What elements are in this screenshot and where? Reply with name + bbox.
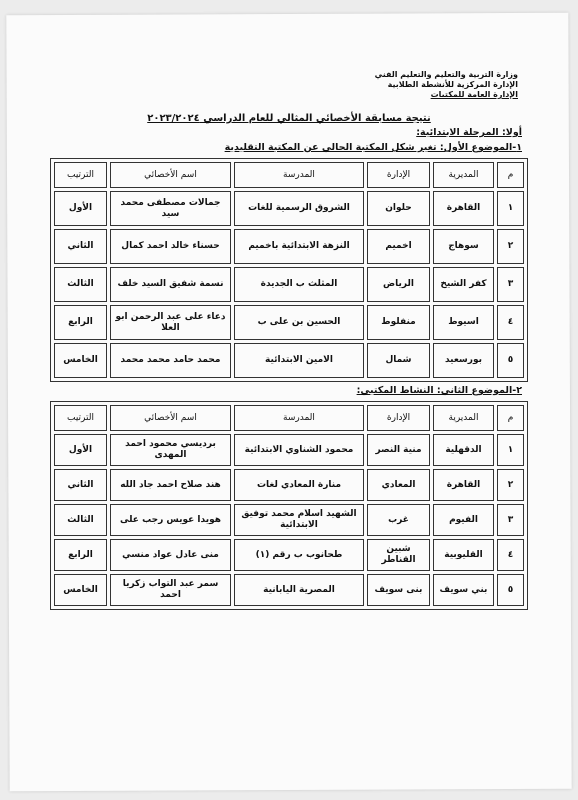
cell-number: ٥ bbox=[497, 343, 524, 378]
cell-number: ١ bbox=[497, 434, 524, 466]
cell-directorate: بورسعيد bbox=[433, 343, 494, 378]
table-row bbox=[54, 469, 524, 501]
header-line-central-admin: الإدارة المركزية للأنشطة الطلابية bbox=[387, 80, 518, 89]
cell-directorate: القاهرة bbox=[433, 191, 494, 226]
table-row bbox=[54, 191, 524, 226]
cell-directorate: الدقهلية bbox=[433, 434, 494, 466]
cell-school: الشهيد اسلام محمد توفيق الابتدائية bbox=[234, 504, 364, 536]
cell-specialist: هويدا عويس رجب على bbox=[110, 504, 231, 536]
cell-rank: الثاني bbox=[54, 469, 107, 501]
cell-number: ٤ bbox=[497, 305, 524, 340]
cell-directorate: اسيوط bbox=[433, 305, 494, 340]
cell-directorate: سوهاج bbox=[433, 229, 494, 264]
results-table-topic1 bbox=[50, 158, 528, 382]
table-row bbox=[54, 434, 524, 466]
cell-specialist: هند صلاح احمد جاد الله bbox=[110, 469, 231, 501]
cell-directorate: بني سويف bbox=[433, 574, 494, 606]
cell-administration: اخميم bbox=[367, 229, 430, 264]
cell-number: ٥ bbox=[497, 574, 524, 606]
cell-specialist: جمالات مصطفى محمد سيد bbox=[110, 191, 231, 226]
cell-administration: حلوان bbox=[367, 191, 430, 226]
cell-rank: الثالث bbox=[54, 267, 107, 302]
cell-rank: الخامس bbox=[54, 343, 107, 378]
cell-school: الحسين بن على ب bbox=[234, 305, 364, 340]
cell-administration: غرب bbox=[367, 504, 430, 536]
cell-rank: الثالث bbox=[54, 504, 107, 536]
cell-rank: الخامس bbox=[54, 574, 107, 606]
cell-school: المثلث ب الجديدة bbox=[234, 267, 364, 302]
column-header-directorate: المديرية bbox=[433, 162, 494, 188]
cell-number: ٣ bbox=[497, 504, 524, 536]
cell-administration: شبين القناطر bbox=[367, 539, 430, 571]
table-row bbox=[54, 305, 524, 340]
table-header-row bbox=[54, 405, 524, 431]
cell-directorate: القاهرة bbox=[433, 469, 494, 501]
cell-school: محمود الشناوي الابتدائية bbox=[234, 434, 364, 466]
cell-rank: الرابع bbox=[54, 305, 107, 340]
cell-school: طحانوب ب رقم (١) bbox=[234, 539, 364, 571]
cell-number: ٤ bbox=[497, 539, 524, 571]
stage-label: أولا: المرحلة الابتدائية: bbox=[416, 127, 522, 138]
cell-administration: منية النصر bbox=[367, 434, 430, 466]
column-header-specialist: اسم الأخصائي bbox=[110, 162, 231, 188]
cell-rank: الأول bbox=[54, 191, 107, 226]
table-row bbox=[54, 229, 524, 264]
table-row bbox=[54, 539, 524, 571]
cell-school: المصرية اليابانية bbox=[234, 574, 364, 606]
header-line-libraries: الإدارة العامة للمكتبات bbox=[430, 90, 518, 99]
column-header-specialist: اسم الأخصائي bbox=[110, 405, 231, 431]
column-header-administration: الإدارة bbox=[367, 405, 430, 431]
cell-directorate: الفيوم bbox=[433, 504, 494, 536]
cell-school: الشروق الرسمية للغات bbox=[234, 191, 364, 226]
cell-specialist: محمد حامد محمد محمد bbox=[110, 343, 231, 378]
cell-number: ١ bbox=[497, 191, 524, 226]
cell-school: منارة المعادي لغات bbox=[234, 469, 364, 501]
cell-specialist: سمر عبد التواب زكريا احمد bbox=[110, 574, 231, 606]
topic1-heading: ١-الموضوع الأول: تغير شكل المكتبة الحالي عن المكتبة التقليدية bbox=[224, 142, 522, 153]
cell-specialist: منى عادل عواد منسي bbox=[110, 539, 231, 571]
cell-directorate: كفر الشيخ bbox=[433, 267, 494, 302]
results-table-topic2 bbox=[50, 401, 528, 610]
column-header-school: المدرسة bbox=[234, 405, 364, 431]
cell-specialist: نسمة شفيق السيد خلف bbox=[110, 267, 231, 302]
cell-rank: الأول bbox=[54, 434, 107, 466]
ministry-header bbox=[318, 70, 518, 100]
cell-administration: منفلوط bbox=[367, 305, 430, 340]
cell-school: النزهة الابتدائية باخميم bbox=[234, 229, 364, 264]
table-header-row bbox=[54, 162, 524, 188]
cell-administration: المعادي bbox=[367, 469, 430, 501]
table-row bbox=[54, 267, 524, 302]
topic2-heading: ٢-الموضوع الثاني: النشاط المكتبي: bbox=[356, 385, 522, 396]
cell-rank: الثاني bbox=[54, 229, 107, 264]
cell-administration: شمال bbox=[367, 343, 430, 378]
column-header-administration: الإدارة bbox=[367, 162, 430, 188]
column-header-rank: الترتيب bbox=[54, 162, 107, 188]
column-header-school: المدرسة bbox=[234, 162, 364, 188]
column-header-directorate: المديرية bbox=[433, 405, 494, 431]
cell-rank: الرابع bbox=[54, 539, 107, 571]
column-header-rank: الترتيب bbox=[54, 405, 107, 431]
document-title: نتيجة مسابقة الأخصائي المثالي للعام الدراسي ٢٠٢٣/٢٠٢٤ bbox=[147, 113, 431, 124]
cell-directorate: القليوبية bbox=[433, 539, 494, 571]
cell-administration: الرياض bbox=[367, 267, 430, 302]
cell-number: ٢ bbox=[497, 469, 524, 501]
cell-number: ٢ bbox=[497, 229, 524, 264]
table-row bbox=[54, 574, 524, 606]
column-header-number: م bbox=[497, 162, 524, 188]
table-row bbox=[54, 504, 524, 536]
column-header-number: م bbox=[497, 405, 524, 431]
table-row bbox=[54, 343, 524, 378]
cell-specialist: برديسي محمود احمد المهدى bbox=[110, 434, 231, 466]
header-line-ministry: وزارة التربية والتعليم والتعليم الفني bbox=[374, 70, 518, 79]
cell-school: الامين الابتدائية bbox=[234, 343, 364, 378]
cell-specialist: دعاء على عبد الرحمن ابو العلا bbox=[110, 305, 231, 340]
cell-specialist: حسناء خالد احمد كمال bbox=[110, 229, 231, 264]
cell-number: ٣ bbox=[497, 267, 524, 302]
cell-administration: بنى سويف bbox=[367, 574, 430, 606]
